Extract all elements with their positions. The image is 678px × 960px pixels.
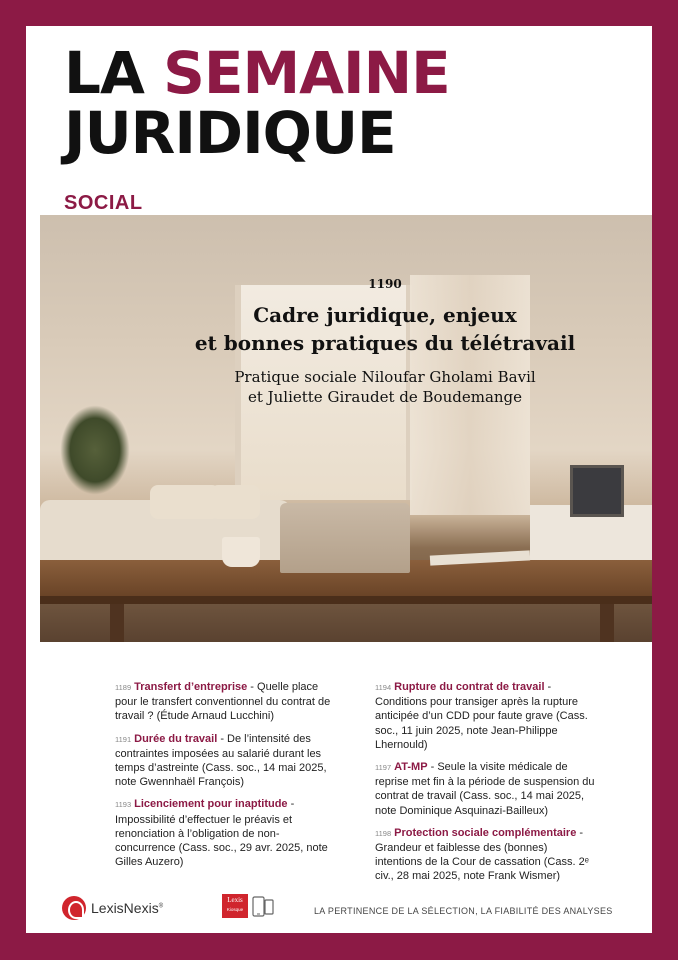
photo-cup xyxy=(222,537,260,567)
item-heading: Protection sociale complémentaire xyxy=(394,826,577,839)
item-text: - Grandeur et faiblesse des (bonnes) intentions de la Cour de cassation (Cass. 2ᵉ civ., 28 mai 2025, note Frank Wismer) xyxy=(375,826,589,883)
item-heading: Durée du travail xyxy=(134,732,218,745)
lexis-kiosque-icon[interactable] xyxy=(222,894,248,918)
devices-icon xyxy=(252,894,274,918)
cover-story-number: 1190 xyxy=(368,277,402,291)
item-number: 1197 xyxy=(375,763,392,773)
item-text: - Conditions pour transiger après la rupture anticipée d’un CDD pour faute grave (Cass. soc., 11 juin 2025, note Jean-Philippe Lhernould) xyxy=(375,681,588,751)
item-number: 1191 xyxy=(115,734,132,744)
cover-authors-line2: et Juliette Giraudet de Boudemange xyxy=(247,388,523,406)
masthead-juridique: JURIDIQUE xyxy=(64,99,396,167)
item-heading: Rupture du contrat de travail xyxy=(394,681,545,693)
photo-laptop xyxy=(280,503,410,573)
masthead-semaine: SEMAINE xyxy=(163,39,450,107)
kiosque-brand: Lexis xyxy=(227,896,243,904)
cover-story-title[interactable] xyxy=(40,301,652,357)
cover-title-line1: Cadre juridique, enjeux xyxy=(253,303,517,327)
lexisnexis-logo-icon xyxy=(62,896,86,920)
masthead-line1 xyxy=(64,39,450,107)
item-text: - Impossibilité d’effectuer le préavis et renonciation à l’obligation de non-concurrence (Cass. soc., 29 avr. 2025, note Gilles Auzero) xyxy=(115,798,328,869)
item-number: 1193 xyxy=(115,800,132,810)
contents-item[interactable] xyxy=(375,680,597,752)
item-text: - Quelle place pour le transfert conventionnel du contrat de travail ? (Étude Arnaud Lucchini) xyxy=(115,681,331,723)
tagline: LA PERTINENCE DE LA SÉLECTION, LA FIABILITÉ DES ANALYSES xyxy=(314,906,613,916)
contents-item[interactable] xyxy=(115,797,337,869)
item-number: 1189 xyxy=(115,683,132,692)
item-heading: Licenciement pour inaptitude xyxy=(134,798,288,811)
contents-left-column xyxy=(115,680,337,877)
item-heading: AT-MP xyxy=(394,761,428,774)
item-heading: Transfert d’entreprise xyxy=(134,681,248,693)
kiosque-sub: Kiosque xyxy=(226,907,244,912)
publisher-name: LexisNexis xyxy=(91,900,159,916)
item-text: - De l’intensité des contraintes imposées au salarié durant les temps d’astreinte (Cass. soc., 14 mai 2025, note Gwennhaël François) xyxy=(115,732,327,789)
contents-item[interactable] xyxy=(375,826,597,884)
photo-monitor xyxy=(570,465,624,517)
masthead xyxy=(64,39,450,167)
cover-authors-line1: Pratique sociale Niloufar Gholami Bavil xyxy=(234,368,536,386)
item-text: - Seule la visite médicale de reprise met fin à la période de suspension du contrat de travail (Cass. soc., 14 mai 2025, note Dominique Asquinazi-Bailleux) xyxy=(375,761,595,817)
photo-table-leg xyxy=(600,604,614,642)
cover-photo xyxy=(40,215,652,642)
item-number: 1198 xyxy=(375,828,392,838)
lexisnexis-logo[interactable] xyxy=(62,896,163,920)
contents-item[interactable] xyxy=(115,680,337,724)
cover-title-line2: et bonnes pratiques du télétravail xyxy=(194,331,576,355)
photo-cushion xyxy=(210,485,260,519)
photo-plant xyxy=(60,405,130,495)
cover-story-authors xyxy=(40,367,652,407)
photo-table-edge xyxy=(40,596,652,604)
registered-mark: ® xyxy=(158,903,164,910)
section-label: SOCIAL xyxy=(64,192,143,214)
masthead-la: LA xyxy=(64,39,144,107)
contents-right-column xyxy=(375,680,597,892)
contents-item[interactable] xyxy=(115,732,337,790)
contents-item[interactable] xyxy=(375,760,597,818)
photo-table-leg xyxy=(110,604,124,642)
item-number: 1194 xyxy=(375,683,392,692)
